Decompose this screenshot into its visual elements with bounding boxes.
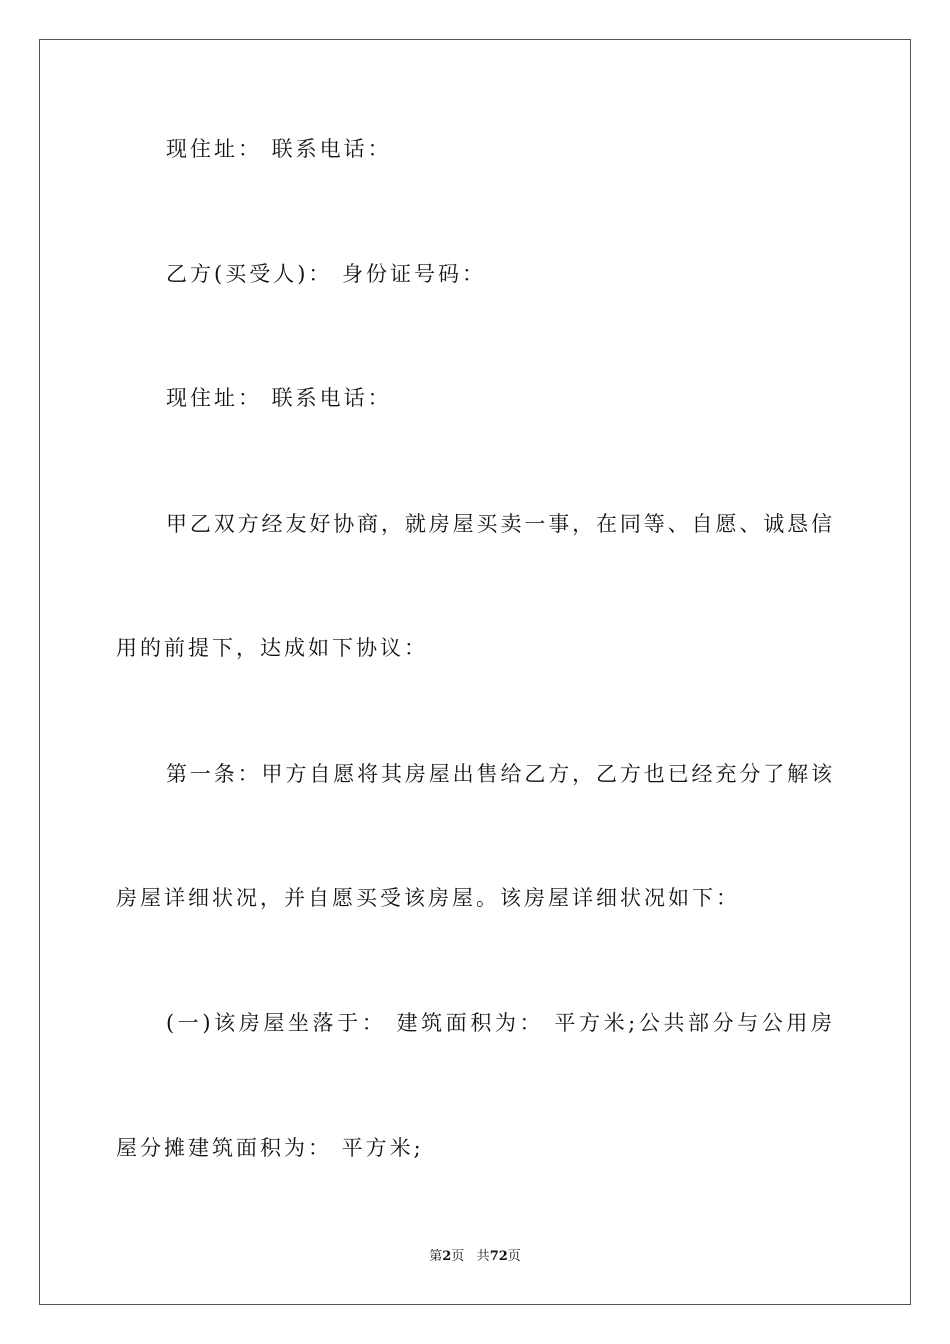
page-frame bbox=[39, 39, 911, 1305]
text-line-article-1a: 第一条：甲方自愿将其房屋出售给乙方，乙方也已经充分了解该 bbox=[166, 762, 832, 786]
footer-total-unit: 页 bbox=[507, 1249, 521, 1264]
text-line-buyer: 乙方(买受人)： 身份证号码： bbox=[166, 262, 487, 286]
text-line-address-1: 现住址： 联系电话： bbox=[166, 137, 392, 161]
page-footer bbox=[0, 1248, 950, 1266]
text-line-agreement-1: 甲乙双方经友好协商，就房屋买卖一事，在同等、自愿、诚恳信 bbox=[166, 512, 832, 536]
footer-page-unit: 页 bbox=[451, 1249, 465, 1264]
text-line-article-1b: 房屋详细状况，并自愿买受该房屋。该房屋详细状况如下： bbox=[116, 886, 740, 910]
footer-current-page: 2 bbox=[442, 1249, 452, 1264]
footer-prefix: 第 bbox=[429, 1249, 443, 1264]
text-line-item-1a: (一)该房屋坐落于： 建筑面积为： 平方米;公共部分与公用房 bbox=[166, 1011, 832, 1035]
text-line-item-1b: 屋分摊建筑面积为： 平方米; bbox=[116, 1136, 424, 1160]
footer-total-prefix: 共 bbox=[476, 1249, 490, 1264]
text-line-address-2: 现住址： 联系电话： bbox=[166, 386, 392, 410]
footer-total-pages: 72 bbox=[489, 1249, 508, 1264]
text-line-agreement-2: 用的前提下，达成如下协议： bbox=[116, 636, 428, 660]
